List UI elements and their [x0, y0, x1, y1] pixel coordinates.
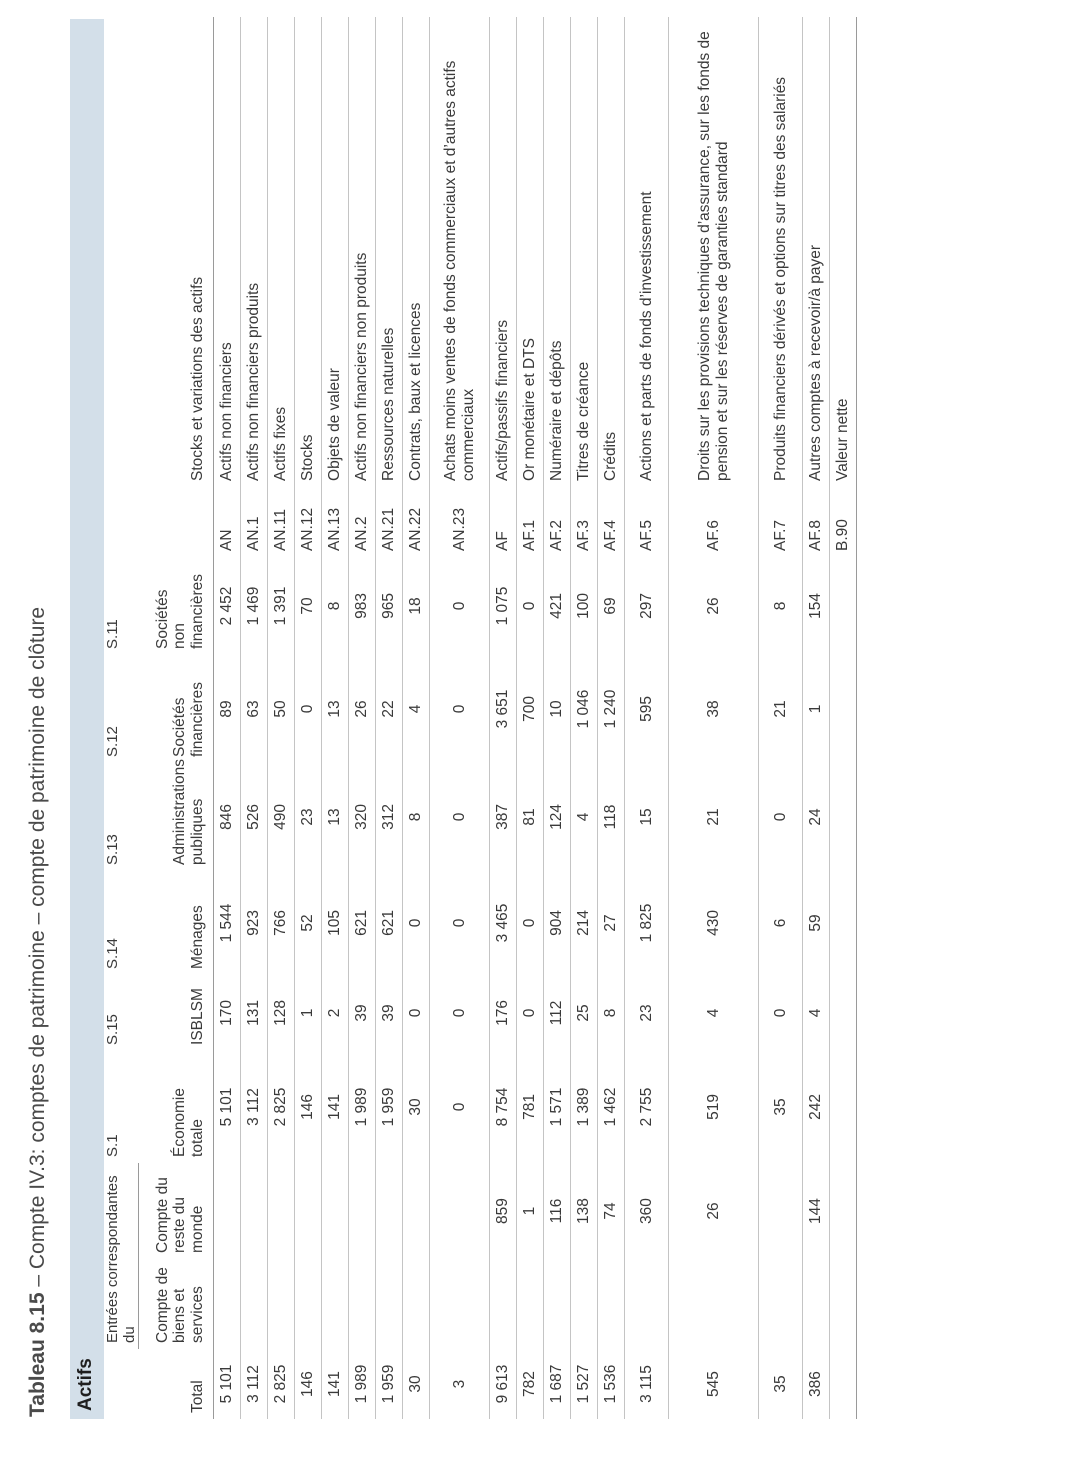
cell-total: 3	[430, 1349, 490, 1419]
cell-s11	[830, 557, 857, 655]
cell-cbs	[625, 1259, 669, 1349]
cell-s11: 983	[349, 557, 376, 655]
col-header-s13: Administrations publiques	[139, 763, 214, 871]
cell-s15: 4	[669, 975, 759, 1051]
cell-total: 2 825	[268, 1349, 295, 1419]
cell-s11: 2 452	[214, 557, 241, 655]
cell-s15: 170	[214, 975, 241, 1051]
cell-code: AN.11	[268, 487, 295, 557]
cell-s12: 50	[268, 655, 295, 763]
cell-s13: 0	[759, 763, 803, 871]
cell-s13: 13	[322, 763, 349, 871]
cell-cbs	[214, 1259, 241, 1349]
cell-cbs	[571, 1259, 598, 1349]
table-body	[214, 17, 857, 1419]
cell-crm: 116	[544, 1163, 571, 1259]
cell-label: Actifs non financiers	[214, 17, 241, 487]
cell-s1: 1 571	[544, 1051, 571, 1163]
cell-total: 545	[669, 1349, 759, 1419]
cell-code: AN.22	[403, 487, 430, 557]
col-header-s12: Sociétés financières	[139, 655, 214, 763]
table-number: Tableau 8.15	[26, 1292, 49, 1417]
cell-s15: 4	[803, 975, 830, 1051]
cell-s15: 0	[403, 975, 430, 1051]
cell-label: Numéraire et dépôts	[544, 17, 571, 487]
cell-s1: 1 989	[349, 1051, 376, 1163]
table-row	[322, 17, 349, 1419]
cell-s11: 297	[625, 557, 669, 655]
cell-cbs	[669, 1259, 759, 1349]
col-header-label: Stocks et variations des actifs	[139, 17, 214, 487]
cell-label: Droits sur les provisions techniques d’assurance, sur les fonds de pension et sur les réserves de garanties standard	[669, 17, 759, 487]
cell-s13: 24	[803, 763, 830, 871]
cell-cbs	[759, 1259, 803, 1349]
table-row	[669, 17, 759, 1419]
cell-s14	[830, 871, 857, 975]
cell-s14: 3 465	[490, 871, 517, 975]
cell-label: Stocks	[295, 17, 322, 487]
header-spacer	[104, 17, 139, 487]
cell-s15: 0	[517, 975, 544, 1051]
cell-cbs	[430, 1259, 490, 1349]
cell-s14: 430	[669, 871, 759, 975]
cell-s13: 312	[376, 763, 403, 871]
cell-crm	[430, 1163, 490, 1259]
cell-code: AN.2	[349, 487, 376, 557]
cell-total: 1 536	[598, 1349, 625, 1419]
cell-s13: 846	[214, 763, 241, 871]
cell-code: AN.12	[295, 487, 322, 557]
cell-total: 1 687	[544, 1349, 571, 1419]
cell-s12: 0	[295, 655, 322, 763]
cell-s12	[830, 655, 857, 763]
cell-s12: 595	[625, 655, 669, 763]
cell-label: Titres de créance	[571, 17, 598, 487]
col-header-code	[139, 487, 214, 557]
cell-s1: 5 101	[214, 1051, 241, 1163]
cell-total: 30	[403, 1349, 430, 1419]
cell-s12: 1	[803, 655, 830, 763]
table-row	[830, 17, 857, 1419]
sector-code: S.12	[104, 726, 121, 757]
cell-label: Produits financiers dérivés et options sur titres des salariés	[759, 17, 803, 487]
cell-s1: 519	[669, 1051, 759, 1163]
cell-code: AF.1	[517, 487, 544, 557]
cell-crm	[349, 1163, 376, 1259]
cell-s11: 8	[759, 557, 803, 655]
cell-code: AN.23	[430, 487, 490, 557]
cell-s14: 1 544	[214, 871, 241, 975]
cell-s14: 1 825	[625, 871, 669, 975]
cell-s13: 490	[268, 763, 295, 871]
cell-s13: 0	[430, 763, 490, 871]
sector-code: S.13	[104, 834, 121, 865]
cell-s12: 4	[403, 655, 430, 763]
cell-crm	[830, 1163, 857, 1259]
cell-s1: 1 389	[571, 1051, 598, 1163]
cell-s14: 0	[430, 871, 490, 975]
cell-s15: 23	[625, 975, 669, 1051]
sector-code: S.11	[104, 619, 121, 649]
cell-s11: 18	[403, 557, 430, 655]
cell-crm: 1	[517, 1163, 544, 1259]
sector-code: S.1	[104, 1134, 121, 1157]
table-row	[376, 17, 403, 1419]
cell-total: 9 613	[490, 1349, 517, 1419]
cell-label: Autres comptes à recevoir/à payer	[803, 17, 830, 487]
table-row	[598, 17, 625, 1419]
cell-s15: 131	[241, 975, 268, 1051]
cell-code: AN.13	[322, 487, 349, 557]
cell-s11: 1 391	[268, 557, 295, 655]
cell-s13: 23	[295, 763, 322, 871]
cell-s12: 22	[376, 655, 403, 763]
cell-s1: 242	[803, 1051, 830, 1163]
cell-s13: 4	[571, 763, 598, 871]
group-header: Entrées correspondantes du	[104, 1163, 139, 1349]
cell-s1: 141	[322, 1051, 349, 1163]
cell-s12: 1 240	[598, 655, 625, 763]
cell-label: Achats moins ventes de fonds commerciaux et d’autres actifs commerciaux	[430, 17, 490, 487]
cell-total: 1 989	[349, 1349, 376, 1419]
cell-total: 3 115	[625, 1349, 669, 1419]
cell-s15: 0	[430, 975, 490, 1051]
table-row	[571, 17, 598, 1419]
cell-s13: 320	[349, 763, 376, 871]
cell-s1: 2 825	[268, 1051, 295, 1163]
cell-s13	[830, 763, 857, 871]
cell-total: 35	[759, 1349, 803, 1419]
cell-s14: 621	[349, 871, 376, 975]
cell-label: Actions et parts de fonds d’investissement	[625, 17, 669, 487]
cell-s15	[830, 975, 857, 1051]
cell-s12: 1 046	[571, 655, 598, 763]
cell-crm: 138	[571, 1163, 598, 1259]
cell-crm: 74	[598, 1163, 625, 1259]
cell-total: 3 112	[241, 1349, 268, 1419]
cell-cbs	[403, 1259, 430, 1349]
cell-s13: 526	[241, 763, 268, 871]
table-row	[214, 17, 241, 1419]
cell-crm: 360	[625, 1163, 669, 1259]
cell-s15: 176	[490, 975, 517, 1051]
table-title-text: – Compte IV.3: comptes de patrimoine – compte de patrimoine de clôture	[26, 606, 49, 1293]
table-row	[517, 17, 544, 1419]
sector-code: S.15	[104, 1014, 121, 1045]
cell-code: AF	[490, 487, 517, 557]
cell-label: Actifs fixes	[268, 17, 295, 487]
cell-s13: 15	[625, 763, 669, 871]
cell-total: 1 527	[571, 1349, 598, 1419]
cell-s14: 923	[241, 871, 268, 975]
cell-s12: 3 651	[490, 655, 517, 763]
cell-label: Actifs/passifs financiers	[490, 17, 517, 487]
cell-crm: 859	[490, 1163, 517, 1259]
header-spacer	[104, 1349, 139, 1419]
table-row	[803, 17, 830, 1419]
cell-label: Or monétaire et DTS	[517, 17, 544, 487]
cell-s1	[830, 1051, 857, 1163]
cell-s1: 1 959	[376, 1051, 403, 1163]
cell-s1: 30	[403, 1051, 430, 1163]
cell-s11: 0	[517, 557, 544, 655]
cell-total: 1 959	[376, 1349, 403, 1419]
cell-cbs	[349, 1259, 376, 1349]
cell-code: AF.7	[759, 487, 803, 557]
cell-label: Ressources naturelles	[376, 17, 403, 487]
col-header-s1: Économie totale	[139, 1051, 214, 1163]
cell-s14: 27	[598, 871, 625, 975]
section-band	[70, 19, 104, 1419]
col-header-s14: Ménages	[139, 871, 214, 975]
cell-label: Actifs non financiers produits	[241, 17, 268, 487]
sector-code: S.14	[104, 938, 121, 969]
cell-label: Crédits	[598, 17, 625, 487]
cell-cbs	[322, 1259, 349, 1349]
table-row	[490, 17, 517, 1419]
balance-sheet-table	[104, 17, 857, 1419]
header-row-names	[139, 17, 214, 1419]
cell-cbs	[803, 1259, 830, 1349]
cell-code: AF.6	[669, 487, 759, 557]
cell-cbs	[376, 1259, 403, 1349]
cell-s1: 146	[295, 1051, 322, 1163]
cell-s1: 2 755	[625, 1051, 669, 1163]
cell-s14: 214	[571, 871, 598, 975]
cell-s11: 154	[803, 557, 830, 655]
col-header-s11: Sociétés non financières	[139, 557, 214, 655]
cell-s1: 0	[430, 1051, 490, 1163]
cell-s1: 781	[517, 1051, 544, 1163]
cell-s14: 766	[268, 871, 295, 975]
cell-s14: 59	[803, 871, 830, 975]
cell-s1: 35	[759, 1051, 803, 1163]
cell-s11: 70	[295, 557, 322, 655]
cell-code: AF.2	[544, 487, 571, 557]
cell-total	[830, 1349, 857, 1419]
cell-cbs	[490, 1259, 517, 1349]
cell-crm	[759, 1163, 803, 1259]
cell-s15: 1	[295, 975, 322, 1051]
cell-s15: 39	[376, 975, 403, 1051]
cell-s11: 0	[430, 557, 490, 655]
cell-label: Valeur nette	[830, 17, 857, 487]
cell-total: 386	[803, 1349, 830, 1419]
cell-s12: 38	[669, 655, 759, 763]
col-header-total: Total	[139, 1349, 214, 1419]
cell-s12: 0	[430, 655, 490, 763]
cell-s13: 8	[403, 763, 430, 871]
cell-s12: 26	[349, 655, 376, 763]
cell-crm	[322, 1163, 349, 1259]
cell-s11: 1 075	[490, 557, 517, 655]
cell-cbs	[268, 1259, 295, 1349]
cell-s13: 124	[544, 763, 571, 871]
table-row	[403, 17, 430, 1419]
cell-code: AN.1	[241, 487, 268, 557]
table-row	[625, 17, 669, 1419]
cell-s14: 0	[403, 871, 430, 975]
cell-s14: 904	[544, 871, 571, 975]
cell-crm	[295, 1163, 322, 1259]
cell-total: 5 101	[214, 1349, 241, 1419]
cell-cbs	[544, 1259, 571, 1349]
cell-s1: 8 754	[490, 1051, 517, 1163]
cell-crm	[403, 1163, 430, 1259]
cell-s11: 965	[376, 557, 403, 655]
cell-s15: 112	[544, 975, 571, 1051]
cell-s12: 89	[214, 655, 241, 763]
cell-s15: 39	[349, 975, 376, 1051]
table-row	[349, 17, 376, 1419]
cell-cbs	[295, 1259, 322, 1349]
header-spacer	[104, 487, 139, 557]
cell-s13: 387	[490, 763, 517, 871]
table-row	[268, 17, 295, 1419]
header-row-codes	[104, 17, 139, 1419]
col-header-s15: ISBLSM	[139, 975, 214, 1051]
col-header-cbs: Compte de biens et services	[139, 1259, 214, 1349]
cell-s15: 0	[759, 975, 803, 1051]
table-row	[430, 17, 490, 1419]
cell-label: Actifs non financiers non produits	[349, 17, 376, 487]
cell-s11: 421	[544, 557, 571, 655]
cell-s12: 10	[544, 655, 571, 763]
cell-label: Objets de valeur	[322, 17, 349, 487]
cell-s11: 8	[322, 557, 349, 655]
col-header-crm: Compte du reste du monde	[139, 1163, 214, 1259]
table-title	[26, 607, 50, 1417]
cell-s15: 8	[598, 975, 625, 1051]
cell-s13: 118	[598, 763, 625, 871]
cell-s14: 105	[322, 871, 349, 975]
cell-s11: 26	[669, 557, 759, 655]
cell-crm	[268, 1163, 295, 1259]
cell-s15: 25	[571, 975, 598, 1051]
cell-s1: 1 462	[598, 1051, 625, 1163]
cell-code: B.90	[830, 487, 857, 557]
cell-s11: 1 469	[241, 557, 268, 655]
cell-code: AF.4	[598, 487, 625, 557]
cell-crm	[376, 1163, 403, 1259]
cell-s12: 700	[517, 655, 544, 763]
cell-crm	[241, 1163, 268, 1259]
cell-s13: 81	[517, 763, 544, 871]
cell-total: 782	[517, 1349, 544, 1419]
cell-s11: 100	[571, 557, 598, 655]
cell-code: AF.3	[571, 487, 598, 557]
cell-cbs	[241, 1259, 268, 1349]
cell-crm: 26	[669, 1163, 759, 1259]
cell-label: Contrats, baux et licences	[403, 17, 430, 487]
cell-s15: 2	[322, 975, 349, 1051]
cell-code: AN	[214, 487, 241, 557]
table-row	[759, 17, 803, 1419]
table-row	[241, 17, 268, 1419]
cell-s12: 13	[322, 655, 349, 763]
cell-cbs	[830, 1259, 857, 1349]
cell-code: AF.8	[803, 487, 830, 557]
cell-s14: 6	[759, 871, 803, 975]
cell-s1: 3 112	[241, 1051, 268, 1163]
cell-s12: 21	[759, 655, 803, 763]
table-row	[544, 17, 571, 1419]
cell-total: 146	[295, 1349, 322, 1419]
cell-cbs	[517, 1259, 544, 1349]
cell-s13: 21	[669, 763, 759, 871]
cell-crm: 144	[803, 1163, 830, 1259]
cell-s15: 128	[268, 975, 295, 1051]
cell-s14: 52	[295, 871, 322, 975]
cell-s14: 621	[376, 871, 403, 975]
table-row	[295, 17, 322, 1419]
cell-s11: 69	[598, 557, 625, 655]
cell-s14: 0	[517, 871, 544, 975]
section-label: Actifs	[75, 1358, 96, 1411]
cell-code: AF.5	[625, 487, 669, 557]
cell-code: AN.21	[376, 487, 403, 557]
cell-crm	[214, 1163, 241, 1259]
cell-total: 141	[322, 1349, 349, 1419]
cell-s12: 63	[241, 655, 268, 763]
cell-cbs	[598, 1259, 625, 1349]
